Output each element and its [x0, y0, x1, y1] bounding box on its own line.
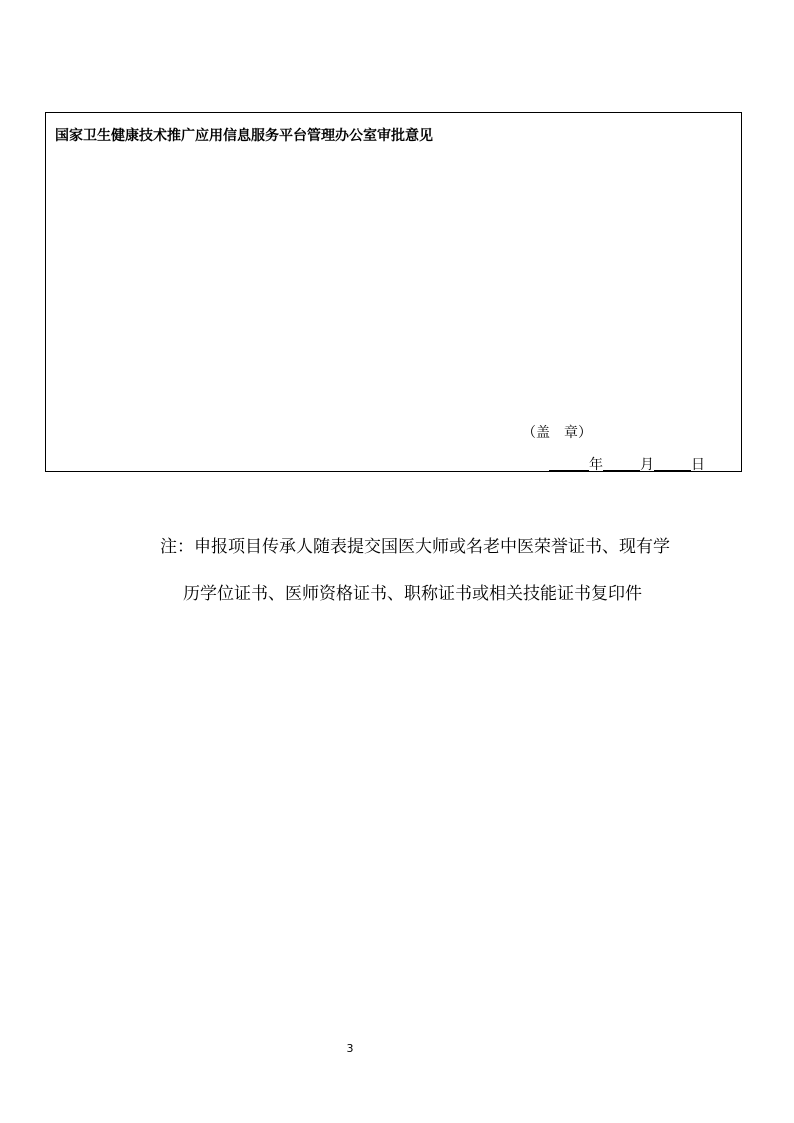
day-label: 日: [691, 457, 705, 473]
year-label: 年: [589, 457, 603, 473]
approval-box-title: 国家卫生健康技术推广应用信息服务平台管理办公室审批意见: [55, 128, 433, 144]
seal-label: [522, 422, 592, 442]
attachment-note: [160, 524, 720, 618]
approval-opinion-box: [45, 112, 742, 472]
month-label: 月: [640, 457, 654, 473]
day-blank: [654, 456, 691, 471]
note-line-2: 历学位证书、医师资格证书、职称证书或相关技能证书复印件: [183, 584, 642, 604]
seal-label-close: 章）: [564, 425, 592, 441]
page-number: 3: [346, 1042, 354, 1055]
date-line: [549, 454, 705, 474]
month-blank: [603, 456, 640, 471]
note-line-1: 注：申报项目传承人随表提交国医大师或名老中医荣誉证书、现有学: [160, 537, 670, 557]
seal-label-open: （盖: [522, 425, 550, 441]
year-blank: [549, 456, 589, 471]
